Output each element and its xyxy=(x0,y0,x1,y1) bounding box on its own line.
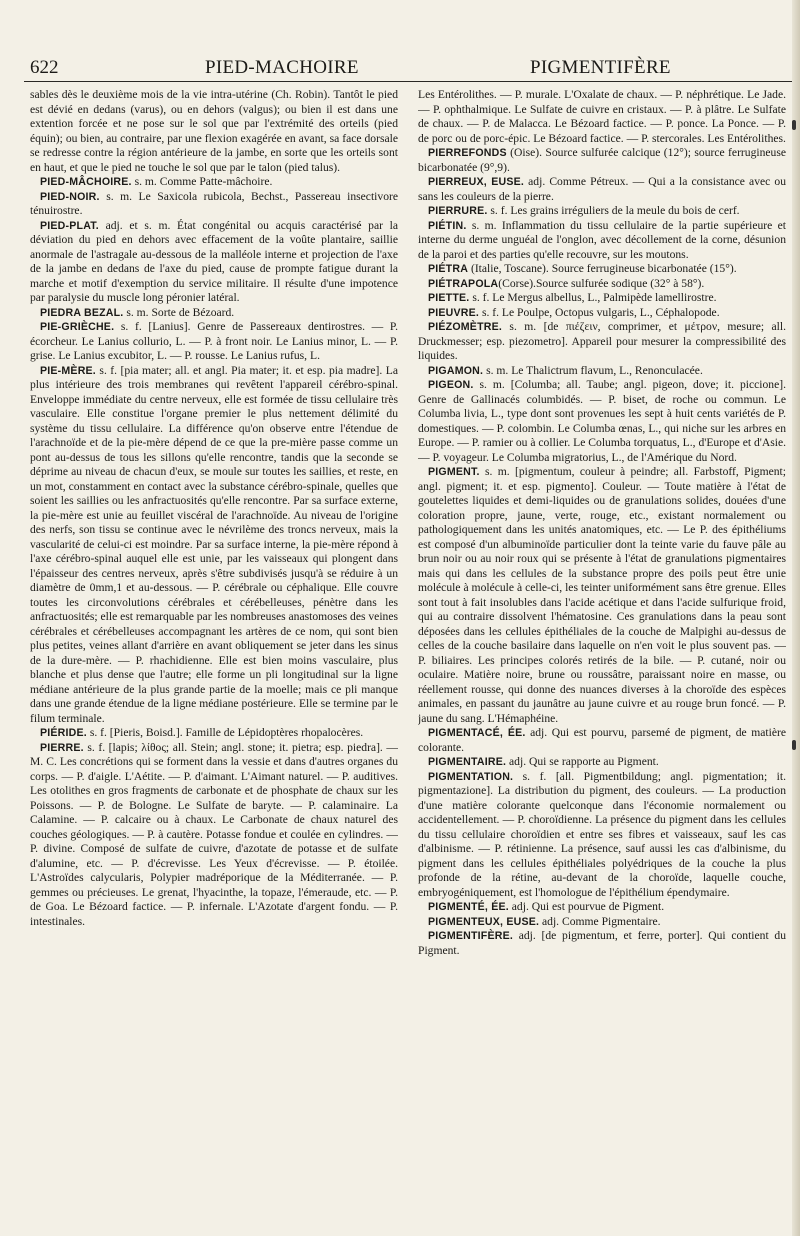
entry-text: s. m. [pigmentum, couleur à peindre; all. Farbstoff, Pigment; angl. pigment; it. et esp. pigmento]. Couleur. — Toute matière à l'état de goutelettes liquides et demi-liquides ou de granulations solides, douées d'une coloration propre, jaune, verte, rouge, etc., existant normalement ou pathologiquement dans les unités anatomiques, etc. — Le P. des épithéliums est composé d'un albuminoïde particulier dont la teinte varie du fauve pâle au brun noir ou au noir roux qui se présente à l'état de granulations pigmentaires mais qui dans les cellules de la substance propre des poils peut être unie molécule à molécule à celle-ci, les teinter uniformément sans être grenue. Elles sont tout à fait insolubles dans l'acide acétique et dans l'acide sulfurique froid, qui au contraire dissolvent l'hématosine. Ces granulations dans la peau sont déposées dans les cellules épithéliales de la couche de Malpighi au-dessus de celles de la couche basilaire dans laquelle on n'en voit le plus souvent pas. — P. biliaires. Les principes colorés retirés de la bile. — P. cutané, noir ou oculaire. Matière noire, brune ou roussâtre, paraissant noire en masse, ou réellement rousse, qui donne des nuances diverses à la choroïde des espèces animales, en passant du jaunâtre au jaune cuivre et au rouge brun foncé. — P. jaune du sang. L'Hémaphéine. xyxy=(418,465,786,725)
entry-text: s. f. Le Mergus albellus, L., Palmipède lamellirostre. xyxy=(469,291,717,304)
entry-text: (Italie, Toscane). Source ferrugineuse bicarbonatée (15°). xyxy=(468,262,737,275)
entry-headword: PIERREFONDS xyxy=(428,147,507,159)
dictionary-entry xyxy=(30,320,398,364)
right-column xyxy=(418,88,786,1228)
dictionary-entry xyxy=(418,320,786,364)
dictionary-entry xyxy=(418,88,786,146)
entry-text: s. m. Le Saxicola rubicola, Bechst., Passereau insectivore ténuirostre. xyxy=(30,189,398,217)
binding-mark xyxy=(792,740,796,750)
entry-text: s. m. Inflammation du tissu cellulaire de la partie supérieure et interne du derme unguéal de l'onglon, avec décollement de la corne, désunion de la paroi et des parties qu'elle recouvre, sur les moutons. xyxy=(418,218,786,261)
entry-text: s. m. Comme Patte-mâchoire. xyxy=(131,175,273,188)
entry-headword: PIGAMON. xyxy=(428,364,484,377)
entry-text: s. f. [pia mater; all. et angl. Pia mater; it. et esp. pia madre]. La plus intérieure des trois membranes qui revêtent l'appareil cérébro-spinal. Enveloppe immédiate du centre nerveux, elle est formée de tissu cellulaire très vasculaire. Elle constitue l'organe premier le plus nettement délimité du système du tissu cellulaire. La différence qu'on observe entre l'étendue de l'arachnoïde et de la pie-mère dépend de ce que la pre-mière passe comme un pont au-dessus de tous les sillons qu'elle rencontre, tandis que la seconde se déprime au niveau de chacun d'eux, se moule sur toutes les saillies, et reste, en un mot, constamment en contact avec la substance cérébro-spinale, quelles que soient les saillies ou les anfractuosités qu'elle rencontre. Par sa surface externe, la pie-mère est unie au feuillet viscéral de l'arachnoïde. Au niveau de l'origine des nerfs, son tissu se continue avec le névrilème des troncs nerveux, mais la vascularité de celui-ci est moindre. Par sa surface interne, la pie-mère répond à l'axe cérébro-spinal auquel elle est unie, par les vaisseaux qui plongent dans l'épaisseur des centres nerveux, après s'être subdivisés jusqu'à se réduire à un diamètre de 0mm,1 et au-dessous. — P. cérébrale ou céphalique. Elle couvre toutes les circonvolutions cérébrales et cérébelleuses, pénètre dans les anfractuosités; elle est remarquable par les nombreuses anastomoses des veines cérébrales et cérébelleuses accompagnant les artères de ce nom, qui sont bien plus petites, veines allant d'arrière en avant obliquement se jeter dans les sinus de la dure-mère. — P. rhachidienne. Elle est bien moins vasculaire, plus blanche et plus dense que l'autre; elle forme un pli longitudinal sur la ligne médiane antérieure de la plus grande partie de la moelle; mais ce pli manque dans une grande étendue de la ligne médiane postérieure. Elle se termine par le filum terminale. xyxy=(30,363,398,725)
dictionary-entry xyxy=(418,770,786,901)
entry-text: adj. Comme Pigmentaire. xyxy=(539,914,661,928)
dictionary-entry xyxy=(30,726,398,741)
entry-text: adj. Comme Pétreux. — Qui a la consistance avec ou sans les couleurs de la pierre. xyxy=(418,175,786,203)
dictionary-entry xyxy=(418,915,786,930)
dictionary-entry xyxy=(418,755,786,770)
entry-text: (Oise). Source sulfurée calcique (12°); source ferrugineuse bicarbonatée (9°,9). xyxy=(418,146,786,174)
binding-mark xyxy=(792,120,796,130)
dictionary-entry xyxy=(418,146,786,175)
running-head-right: PIGMENTIFÈRE xyxy=(530,57,671,78)
page-number: 622 xyxy=(30,57,59,78)
entry-text: s. m. [Columba; all. Taube; angl. pigeon, dove; it. piccione]. Genre de Gallinacés columbidés. — P. biset, de roche ou commun. Le Columba livia, L., type dont sont provenues les sept à huit cents variétés de P. domestiques. — P. colombin. Le Columba œnas, L., qui niche sur les arbres en Europe. — P. ramier ou à collier. Le Columba torquatus, L., d'Europe et d'Asie. — P. voyageur. Le Columba migratorius, L., de l'Amérique du Nord. xyxy=(418,378,786,464)
running-head-left: PIED-MACHOIRE xyxy=(205,57,359,78)
entry-text: s. f. [Pieris, Boisd.]. Famille de Lépidoptères rhopalocères. xyxy=(86,726,364,739)
dictionary-entry xyxy=(418,900,786,915)
page-edge xyxy=(792,0,800,1236)
dictionary-entry xyxy=(418,262,786,277)
header-rule xyxy=(24,81,792,82)
dictionary-entry xyxy=(418,378,786,465)
entry-headword: PIGMENTÉ, ÉE. xyxy=(428,901,509,913)
entry-headword: PIÉTIN. xyxy=(428,219,467,232)
entry-headword: PIE-MÈRE. xyxy=(40,364,96,377)
entry-headword: PIÉZOMÈTRE. xyxy=(428,321,503,333)
page-header xyxy=(0,0,800,86)
entry-headword: PIED-MÂCHOIRE. xyxy=(40,176,132,188)
entry-text: adj. [de pigmentum, et ferre, porter]. Qui contient du Pigment. xyxy=(418,929,786,957)
dictionary-entry xyxy=(418,465,786,726)
entry-headword: PIGMENTEUX, EUSE. xyxy=(428,915,540,928)
entry-text: s. m. Le Thalictrum flavum, L., Renonculacée. xyxy=(483,363,703,377)
entry-headword: PIEUVRE. xyxy=(428,306,480,319)
entry-text: s. m. Sorte de Bézoard. xyxy=(123,305,235,319)
dictionary-entry xyxy=(418,291,786,306)
entry-text: adj. Qui est pourvue de Pigment. xyxy=(508,900,665,913)
entry-text: adj. Qui est pourvu, parsemé de pigment, de matière colorante. xyxy=(418,726,786,754)
entry-headword: PIETTE. xyxy=(428,292,470,304)
dictionary-entry xyxy=(418,929,786,958)
entry-text: s. f. [lapis; λίθος; all. Stein; angl. stone; it. pietra; esp. piedra]. — M. C. Les concrétions qui se forment dans la vessie et dans d'autres organes du corps. — P. d'aigle. L'Aétite. — P. d'aimant. L'Aimant naturel. — P. auditives. Les otolithes en gros fragments de carbonate et de phosphate de chaux sur les Poissons. — P. de Bologne. Le Sulfate de baryte. — P. calaminaire. La Calamine. — P. calcaire ou à chaux. Le Carbonate de chaux naturel des couches géologiques. — P. à cautère. Potasse fondue et coulée en cylindres. — P. divine. Composé de sulfate de cuivre, d'azotate de potasse et de sulfate d'alumine, etc. — P. d'écrevisse. Les Yeux d'écrevisse. — P. étoilée. L'Astroïdes calycularis, Polypier madréporique de la Méditerranée. — P. gemmes ou précieuses. Le grenat, l'hyacinthe, la topaze, l'émeraude, etc. — P. de Goa. Le Bézoard factice. — P. infernale. L'Azotate d'argent fondu. — P. intestinales. xyxy=(30,740,398,928)
entry-headword: PIGMENT. xyxy=(428,466,480,478)
entry-headword: PIGMENTACÉ, ÉE. xyxy=(428,727,526,739)
entry-headword: PIERRE. xyxy=(40,741,84,754)
dictionary-entry xyxy=(418,175,786,204)
dictionary-entry xyxy=(30,175,398,190)
entry-headword: PIÉRIDE. xyxy=(40,727,87,739)
entry-text: s. f. [Lanius]. Genre de Passereaux dentirostres. — P. écorcheur. Le Lanius collurio, L. — P. à front noir. Le Lanius minor, L. — P. grise. Le Lanius excubitor, L. — P. rousse. Le Lanius rufus, L. xyxy=(30,320,398,362)
entry-text: s. m. [de πιέζειν, comprimer, et μέτρον, mesure; all. Druckmesser; esp. piezometro]. Appareil pour mesurer la compressibilité des liquides. xyxy=(418,320,786,362)
dictionary-entry xyxy=(418,277,786,292)
entry-text: adj. Qui se rapporte au Pigment. xyxy=(506,755,659,768)
dictionary-entry xyxy=(30,364,398,727)
dictionary-entry xyxy=(30,190,398,219)
entry-headword: PIED-PLAT. xyxy=(40,219,99,232)
dictionary-entry xyxy=(418,204,786,219)
dictionary-entry xyxy=(418,364,786,379)
entry-headword: PIERRURE. xyxy=(428,205,488,217)
entry-headword: PIÉTRA xyxy=(428,263,469,275)
dictionary-entry xyxy=(418,219,786,263)
entry-text: (Corse).Source sulfurée sodique (32° à 58°). xyxy=(498,276,705,290)
entry-headword: PIÉTRAPOLA xyxy=(428,277,499,290)
dictionary-entry xyxy=(30,306,398,321)
entry-text: sables dès le deuxième mois de la vie intra-utérine (Ch. Robin). Tantôt le pied est dévié en dedans (varus), ou en dehors (valgus); ou bien il est dans une extention forcée et ne pose sur le sol que par l'extrémité des orteils (pied équin); ou bien, au contraire, par une flexion exagérée en avant, sa face dorsale se redresse contre la région antérieure de la jambe, en sorte que les orteils sont en haut, et que le pied ne touche le sol que par le talon (pied talus). xyxy=(30,88,398,174)
entry-headword: PIGEON. xyxy=(428,379,474,391)
entry-text: adj. et s. m. État congénital ou acquis caractérisé par la déviation du pied en dehors avec effacement de la voûte plantaire, saillie anormale de l'astragale au-dessous de la malléole interne et projection de l'axe de la jambe en dedans de l'axe du pied, cause de prompte fatigue durant la marche et motif d'exemption du service militaire. Il résulte d'une impotence par paralysie du muscle long péronier latéral. xyxy=(30,218,398,304)
entry-headword: PIGMENTATION. xyxy=(428,770,514,783)
entry-text: s. f. Le Poulpe, Octopus vulgaris, L., Céphalopode. xyxy=(479,305,720,319)
entry-headword: PIED-NOIR. xyxy=(40,190,100,203)
entry-text: s. f. Les grains irréguliers de la meule du bois de cerf. xyxy=(487,204,740,217)
entry-text: Les Entérolithes. — P. murale. L'Oxalate de chaux. — P. néphrétique. Le Jade. — P. ophthalmique. Le Sulfate de cuivre en cristaux. — P. à plâtre. Le Sulfate de chaux. — P. de Malacca. Le Bézoard factice. — P. ponce. La Ponce. — P. de porc ou de porc-épic. Le Bézoard factice. — P. stercorales. Les Entérolithes. xyxy=(418,88,786,145)
dictionary-entry xyxy=(30,741,398,930)
dictionary-entry xyxy=(418,726,786,755)
entry-headword: PIGMENTIFÈRE. xyxy=(428,930,514,942)
entry-headword: PIE-GRIÈCHE. xyxy=(40,321,115,333)
left-column xyxy=(30,88,398,1228)
entry-headword: PIEDRA BEZAL. xyxy=(40,306,124,319)
entry-headword: PIERREUX, EUSE. xyxy=(428,176,525,188)
dictionary-entry xyxy=(30,88,398,175)
dictionary-entry xyxy=(30,219,398,306)
entry-headword: PIGMENTAIRE. xyxy=(428,756,507,768)
entry-text: s. f. [all. Pigmentbildung; angl. pigmentation; it. pigmentazione]. La distribution du pigment, des couleurs. — La production d'une matière colorante quelconque dans l'économie normalement ou accidentellement. — P. choroïdienne. La présence du pigment dans les cellules du tissu cellulaire choroïdien et entre ses fibres et vaisseaux, sauf les cas d'albinisme. — P. rétinienne. La présence, sauf aussi les cas d'albinisme, du pigment dans les cellules épithéliales polyédriques de la couche la plus profonde de la rétine, au-devant de la choroïde, laquelle couche, embryogéniquement, est l'homologue de l'épithélium épendymaire. xyxy=(418,769,786,899)
dictionary-entry xyxy=(418,306,786,321)
